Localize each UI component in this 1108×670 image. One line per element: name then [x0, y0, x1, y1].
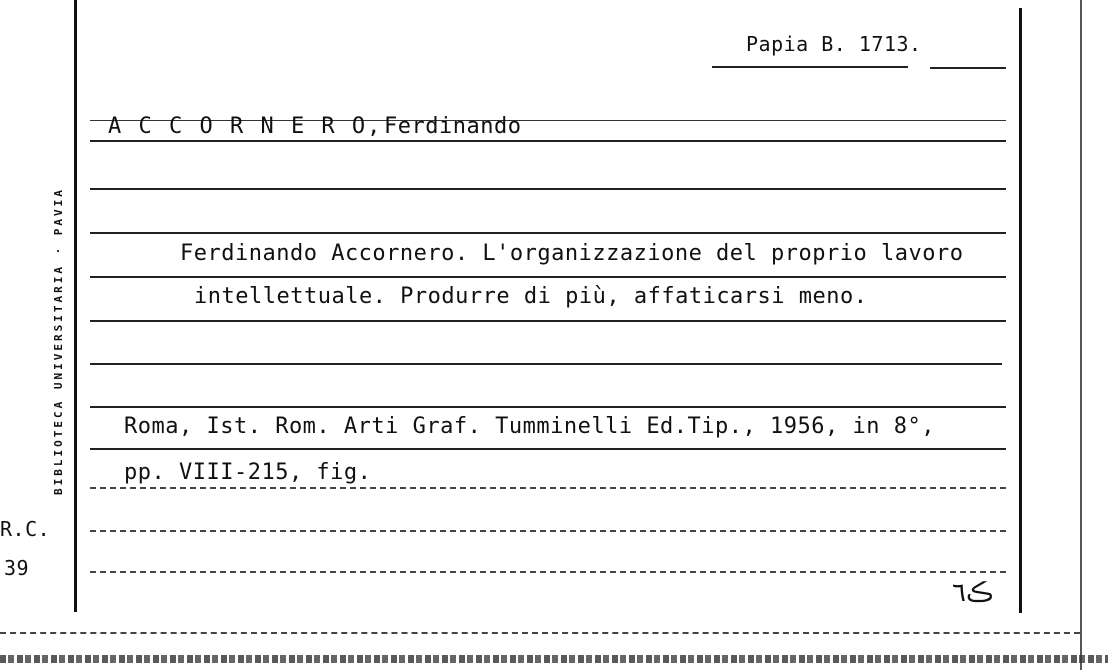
rule-11: [90, 530, 1006, 532]
rule-7: [90, 363, 1002, 365]
shelfmark: Papia B. 1713.: [746, 32, 922, 56]
shelfmark-underline-2: [930, 67, 1006, 69]
rule-8: [90, 406, 1006, 408]
rule-10: [90, 487, 1006, 489]
imprint-line-2: pp. VIII-215, fig.: [124, 460, 372, 485]
imprint-line-1: Roma, Ist. Rom. Arti Graf. Tumminelli Ed.Tip., 1956, in 8°,: [124, 414, 935, 439]
shelfmark-underline: [712, 66, 908, 68]
left-border-line: [74, 0, 77, 612]
rule-4: [90, 232, 1006, 234]
library-stamp: BIBLIOTECA UNIVERSITARIA · PAVIA: [52, 187, 65, 495]
author-surname: A C C O R N E R O,: [108, 114, 383, 139]
bottom-rule: [0, 632, 1080, 634]
rule-5: [90, 276, 1006, 278]
rule-9: [90, 448, 1006, 450]
left-note-rc: R.C.: [0, 517, 51, 541]
title-line-2: intellettuale. Produrre di più, affaticarsi meno.: [194, 284, 868, 309]
rule-6: [90, 320, 1006, 322]
rule-2: [90, 140, 1006, 142]
right-border-line: [1019, 8, 1022, 613]
right-edge-line: [1080, 0, 1082, 670]
scan-edge-noise: [0, 655, 1108, 663]
rule-12: [90, 571, 1006, 573]
author-forename: Ferdinando: [384, 114, 522, 139]
corner-mark: ڪ٦: [952, 578, 994, 608]
title-line-1: Ferdinando Accornero. L'organizzazione del proprio lavoro: [180, 241, 964, 266]
left-note-number: 39: [4, 556, 30, 580]
rule-3: [90, 188, 1006, 190]
